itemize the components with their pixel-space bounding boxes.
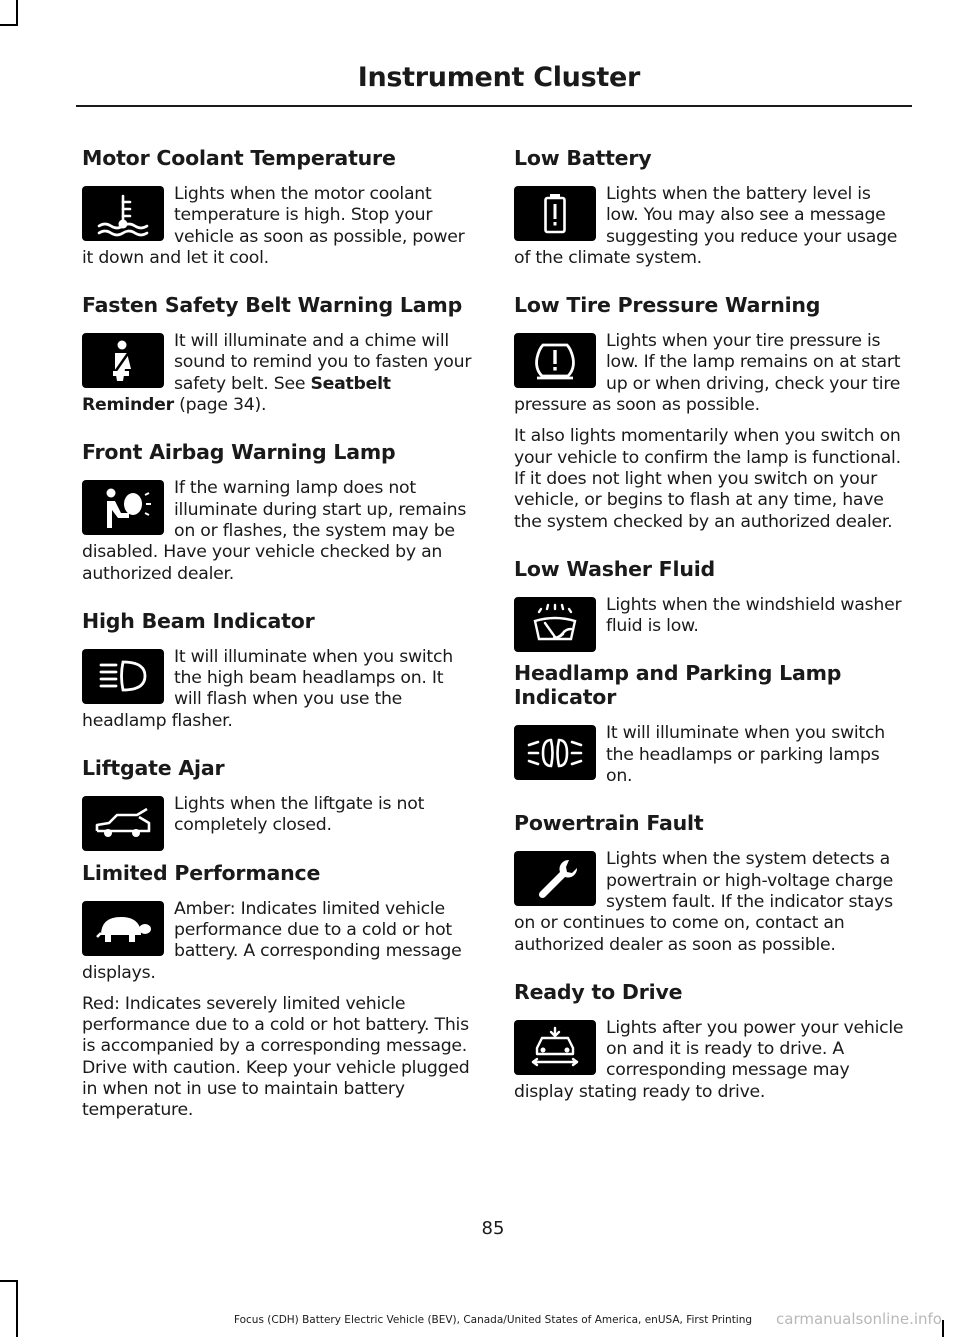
section-text: If the warning lamp does not illuminate during start up, remains on or flashes, the system may be disabled. Have your vehicle checked by an authorized dealer. (82, 478, 467, 584)
right-column (514, 146, 906, 1127)
high-beam-icon (82, 649, 164, 704)
section-text: Amber: Indicates limited vehicle performance due to a cold or hot battery. A corresponding message displays. (82, 898, 462, 983)
section-title: Liftgate Ajar (82, 756, 225, 781)
section-text: It will illuminate when you switch the high beam headlamps on. It will flash when you use the headlamp flasher. (82, 646, 453, 731)
section-text: Lights when your tire pressure is low. If the lamp remains on at start up or when driving, check your tire pressure as soon as possible. (514, 331, 901, 416)
liftgate-icon (82, 796, 164, 851)
section-text: It also lights momentarily when you switch on your vehicle to confirm the lamp is functional. If it does not light when you switch on your vehicle, or begins to flash at any time, have the system checked by an authorized dealer. (514, 426, 901, 532)
section-front-airbag (82, 440, 474, 584)
page-title: Instrument Cluster (357, 62, 640, 93)
washer-fluid-icon (514, 597, 596, 652)
wrench-icon (514, 851, 596, 906)
section-low-tire-pressure (514, 293, 906, 533)
section-title: Front Airbag Warning Lamp (82, 440, 396, 465)
crop-mark (16, 0, 18, 26)
section-title: Headlamp and Parking Lamp Indicator (514, 661, 842, 710)
section-fasten-safety-belt (82, 293, 474, 416)
header-rule (76, 105, 912, 107)
section-title: Low Washer Fluid (514, 556, 716, 581)
section-low-battery (514, 146, 906, 269)
seatbelt-icon (82, 333, 164, 388)
section-text: Lights when the battery level is low. You may also see a message suggesting you reduce your usage of the climate system. (514, 184, 898, 268)
section-headlamp-parking-lamp (514, 661, 906, 787)
airbag-icon (82, 480, 164, 535)
page-number: 85 (481, 1218, 505, 1239)
section-text: Lights when the windshield washer fluid is low. (606, 594, 902, 637)
crop-mark (16, 1280, 18, 1337)
footer-text: Focus (CDH) Battery Electric Vehicle (BEV), Canada/United States of America, enUSA, First Printing (233, 1314, 753, 1326)
text-after-link: (page 34). (173, 395, 267, 416)
section-text: Lights when the liftgate is not completely closed. (174, 794, 425, 836)
crop-mark (0, 1280, 18, 1282)
section-limited-performance (82, 861, 474, 1122)
section-ready-to-drive (514, 980, 906, 1103)
section-motor-coolant-temperature (82, 146, 474, 269)
section-powertrain-fault (514, 811, 906, 955)
section-title: Motor Coolant Temperature (82, 146, 396, 170)
seatbelt-reminder-link[interactable]: Seatbelt Reminder (82, 373, 391, 416)
section-text: It will illuminate when you switch the headlamps or parking lamps on. (606, 723, 885, 787)
crop-mark (0, 24, 18, 26)
section-title: Low Battery (514, 146, 652, 170)
section-text: Lights when the system detects a powertrain or high-voltage charge system fault. If the indicator stays on or continues to come on, contact an authorized dealer as soon as possible. (514, 849, 894, 955)
section-text: Red: Indicates severely limited vehicle performance due to a cold or hot battery. This is accompanied by a corresponding message. Drive with caution. Keep your vehicle plugged in when not in use to maintain battery temperature. (82, 993, 470, 1121)
section-text: Lights when the motor coolant temperature is high. Stop your vehicle as soon as possible, power it down and let it cool. (82, 184, 465, 268)
tire-pressure-icon (514, 333, 596, 388)
text-before-link: It will illuminate and a chime will sound to remind you to fasten your safety belt. See (174, 331, 472, 394)
coolant-temperature-icon (82, 186, 164, 241)
section-title: Ready to Drive (514, 979, 683, 1004)
ready-to-drive-icon (514, 1020, 596, 1075)
section-title: Limited Performance (82, 860, 321, 885)
section-liftgate-ajar (82, 756, 474, 837)
battery-icon (514, 186, 596, 241)
left-column (82, 146, 474, 1146)
section-title: Low Tire Pressure Warning (514, 293, 821, 318)
section-text: Lights after you power your vehicle on and it is ready to drive. A corresponding message may display stating ready to drive. (514, 1017, 904, 1102)
section-title: Powertrain Fault (514, 811, 704, 836)
section-low-washer-fluid (514, 557, 906, 638)
watermark: carmanualsonline.info (776, 1310, 942, 1328)
section-title: Fasten Safety Belt Warning Lamp (82, 293, 463, 318)
section-high-beam (82, 609, 474, 732)
parking-lamp-icon (514, 725, 596, 780)
section-title: High Beam Indicator (82, 608, 315, 633)
turtle-icon (82, 901, 164, 956)
